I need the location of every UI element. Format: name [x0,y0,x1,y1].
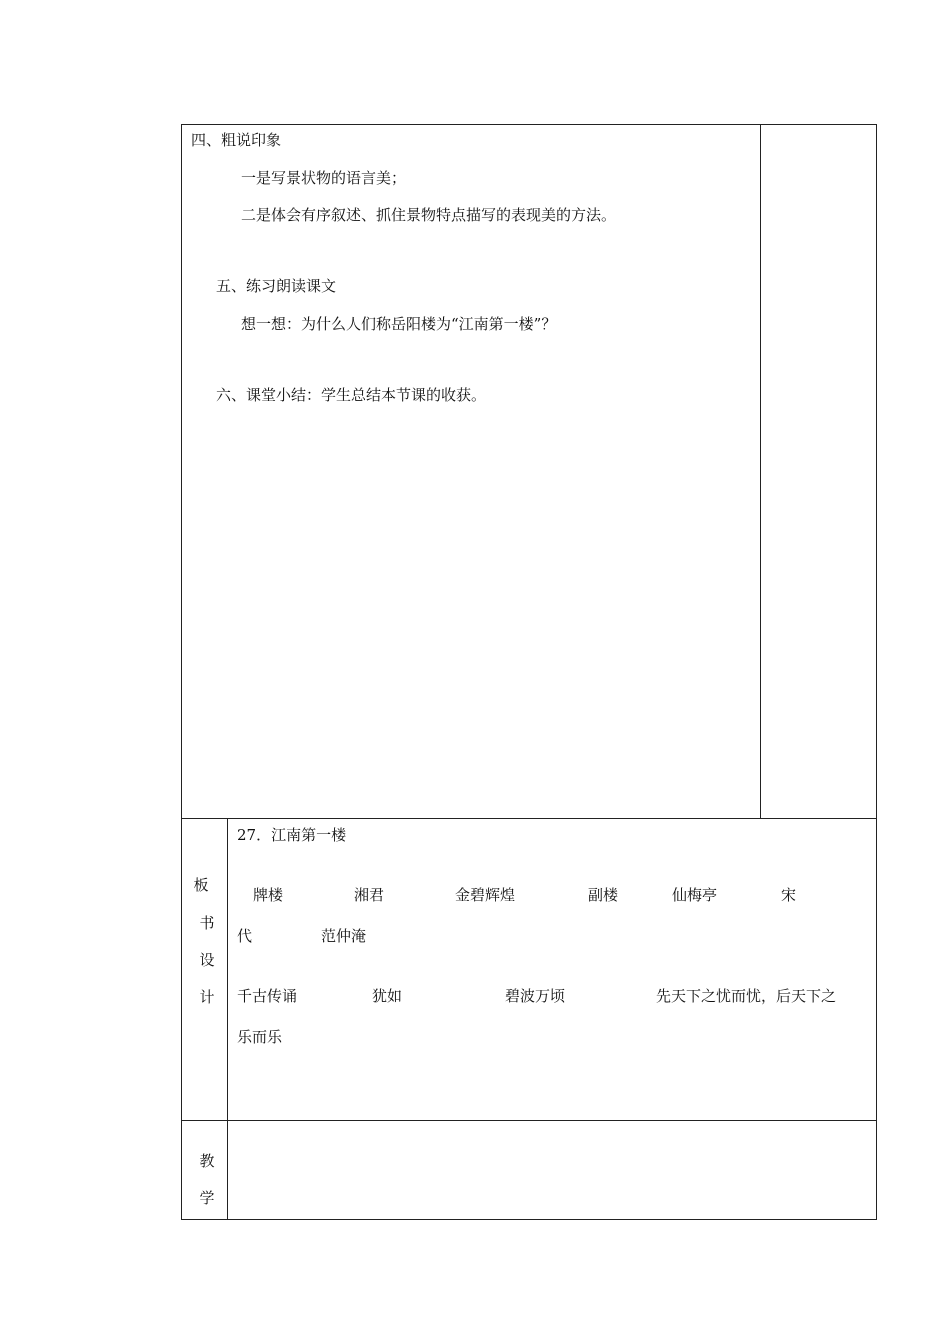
board-term: 代 [237,927,253,945]
section-5-heading: 五、练习朗读课文 [216,277,337,295]
board-title: 27．江南第一楼 [237,826,347,844]
board-term: 乐而乐 [237,1028,283,1046]
board-term: 先天下之忧而忧，后天下之 [656,987,837,1005]
board-label-char: 书 [199,914,215,932]
board-term: 金碧辉煌 [455,886,516,904]
board-term: 千古传诵 [237,987,298,1005]
board-term: 湘君 [354,886,385,904]
section-5-line-1: 想一想：为什么人们称岳阳楼为“江南第一楼”？ [241,315,557,333]
board-term: 仙梅亭 [672,886,718,904]
board-label-char: 设 [199,951,215,969]
board-term: 宋 [781,886,797,904]
table-bottom-border [181,1219,877,1220]
board-term: 犹如 [372,987,403,1005]
reflection-label-char: 教 [199,1152,215,1170]
section-4-line-1: 一是写景状物的语言美； [241,169,407,187]
board-term: 牌楼 [253,886,284,904]
reflection-label-char: 学 [199,1189,215,1207]
table-right-border [876,124,877,1220]
board-label-char: 计 [199,988,215,1006]
section-4-heading: 四、粗说印象 [191,131,282,149]
table-left-border [181,124,182,1220]
board-term: 碧波万顷 [505,987,566,1005]
board-term: 范仲淹 [321,927,367,945]
row-divider-reflection [181,1120,877,1121]
label-column-divider [227,818,228,1220]
table-top-border [181,124,877,125]
board-label-char: 板 [193,876,209,894]
row-divider-board [181,818,877,819]
board-term: 副楼 [588,886,619,904]
section-4-line-2: 二是体会有序叙述、抓住景物特点描写的表现美的方法。 [241,206,617,224]
section-6-heading: 六、课堂小结：学生总结本节课的收获。 [216,386,487,404]
side-column-divider [760,124,761,819]
